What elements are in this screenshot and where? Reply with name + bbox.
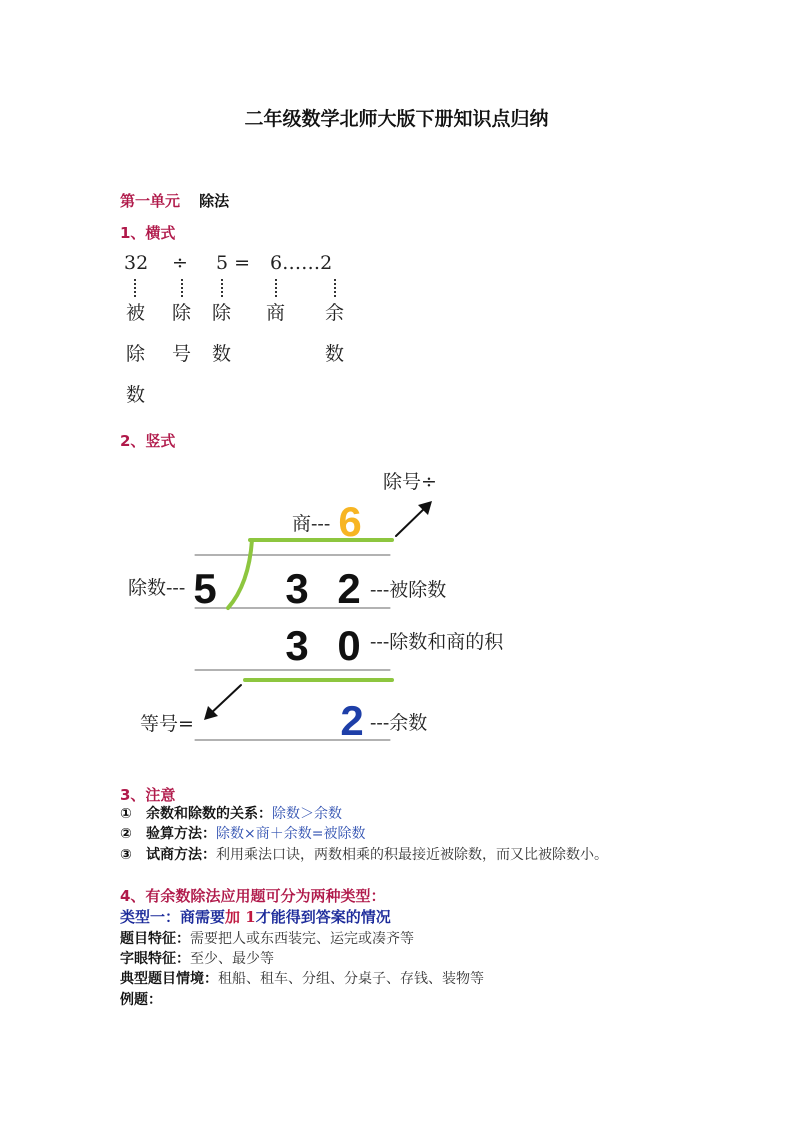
section-4-heading: 4、有余数除法应用题可分为两种类型： — [120, 887, 386, 905]
divisor-label: 除数--- — [128, 577, 186, 599]
remainder-digit: 2 — [340, 697, 364, 744]
type-one-post: 才能得到答案的情况 — [255, 908, 391, 926]
feature-label: 字眼特征： — [120, 951, 190, 967]
feature-text: 租船、租车、分组、分桌子、存钱、装物等 — [218, 971, 484, 987]
label-sign-1: 除 — [172, 302, 192, 324]
note-item — [120, 824, 365, 844]
eq-dividend: 32 — [124, 252, 149, 274]
dividend-digit: 3 — [285, 565, 309, 612]
feature-label: 题目特征： — [120, 931, 190, 947]
section-1-heading: 1、横式 — [120, 224, 176, 242]
division-sign-label: 除号÷ — [383, 471, 437, 493]
label-quotient: 商 — [266, 302, 286, 324]
note-label: 余数和除数的关系： — [146, 806, 272, 822]
section-2-heading: 2、竖式 — [120, 432, 176, 450]
quotient-label: 商--- — [292, 513, 331, 535]
quotient-digit: 6 — [338, 498, 362, 545]
feature-label: 例题： — [120, 992, 162, 1008]
feature-row — [120, 990, 162, 1010]
label-remainder-1: 余 — [325, 302, 345, 324]
note-number: ③ — [120, 847, 132, 863]
label-divisor-2: 数 — [212, 343, 232, 365]
eq-division-sign: ÷ — [172, 252, 188, 274]
feature-text: 需要把人或东西装完、运完或凑齐等 — [190, 931, 414, 947]
label-sign-2: 号 — [172, 343, 192, 365]
feature-text: 至少、最少等 — [190, 951, 274, 967]
label-divisor-1: 除 — [212, 302, 232, 324]
unit-label: 第一单元 — [120, 192, 181, 210]
note-number: ② — [120, 826, 132, 842]
feature-row — [120, 949, 274, 969]
eq-quotient-remainder: 6……2 — [270, 252, 333, 274]
dividend-label: ---被除数 — [370, 579, 447, 601]
label-dividend-3: 数 — [126, 384, 146, 406]
unit-name: 除法 — [199, 192, 230, 210]
note-number: ① — [120, 806, 132, 822]
note-label: 验算方法： — [146, 826, 216, 842]
feature-label: 典型题目情境： — [120, 971, 218, 987]
equals-label: 等号= — [140, 713, 194, 735]
product-label: ---除数和商的积 — [370, 631, 504, 653]
type-one-pre: 类型一：商需要 — [120, 908, 226, 926]
note-item — [120, 845, 608, 865]
page-title: 二年级数学北师大版下册知识点归纳 — [244, 108, 549, 130]
note-text: 除数＞余数 — [272, 806, 342, 822]
type-one-highlight: 加 1 — [225, 908, 256, 926]
division-bracket — [228, 540, 252, 608]
feature-row — [120, 929, 414, 949]
eq-divisor: 5 = — [216, 252, 251, 274]
label-remainder-2: 数 — [325, 343, 345, 365]
note-text: 除数×商＋余数=被除数 — [216, 826, 366, 842]
type-one-heading — [120, 907, 391, 927]
section-3-heading: 3、注意 — [120, 786, 176, 804]
note-label: 试商方法： — [146, 847, 216, 863]
divisor-digit: 5 — [193, 565, 217, 612]
remainder-label: ---余数 — [370, 712, 428, 734]
product-digit: 3 — [285, 622, 309, 669]
feature-row — [120, 969, 484, 989]
label-dividend-1: 被 — [126, 302, 146, 324]
dividend-digit: 2 — [337, 565, 361, 612]
label-dividend-2: 除 — [126, 343, 146, 365]
note-text: 利用乘法口诀，两数相乘的积最接近被除数，而又比被除数小。 — [216, 847, 608, 863]
note-item — [120, 804, 342, 824]
product-digit: 0 — [337, 622, 361, 669]
